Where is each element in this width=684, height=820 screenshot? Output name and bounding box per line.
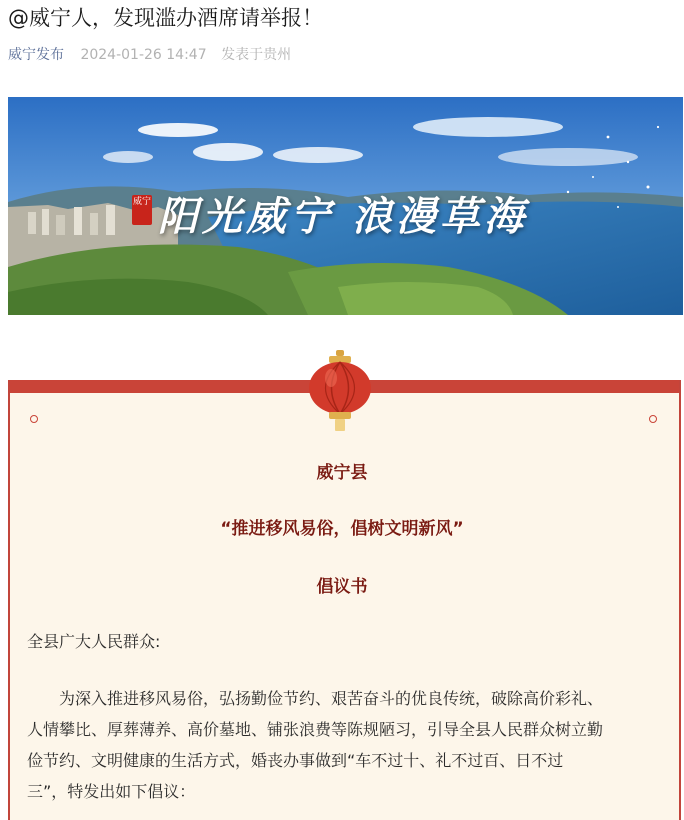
publish-time: 2024-01-26 14:47 — [80, 47, 207, 63]
notice-salutation: 全县广大人民群众: — [27, 632, 161, 651]
banner-image — [8, 97, 683, 315]
body-line: 俭节约、文明健康的生活方式，婚丧办事做到“车不过十、礼不过百、日不过 — [27, 751, 564, 770]
corner-ring-icon — [30, 415, 38, 423]
lantern-icon — [305, 350, 375, 432]
publish-location: 发表于贵州 — [221, 47, 292, 63]
body-line: 为深入推进移风易俗，弘扬勤俭节约、艰苦奋斗的优良传统，破除高价彩礼、 — [59, 689, 604, 708]
corner-ring-icon — [649, 415, 657, 423]
notice-county: 威宁县 — [316, 463, 368, 483]
notice-body — [27, 683, 667, 807]
account-name-link[interactable]: 威宁发布 — [8, 47, 64, 63]
body-line: 人情攀比、厚葬薄养、高价墓地、铺张浪费等陈规陋习，引导全县人民群众树立勤 — [27, 720, 604, 739]
article-meta — [8, 45, 291, 65]
banner-slogan: 阳光威宁 浪漫草海 — [158, 193, 528, 240]
notice-campaign-title: “推进移风易俗，倡树文明新风” — [220, 519, 464, 539]
article-title: @威宁人，发现滥办酒席请举报！ — [8, 6, 323, 30]
body-line: 三”，特发出如下倡议： — [27, 782, 196, 801]
county-seal: 威宁 — [132, 195, 152, 225]
notice-doc-type: 倡议书 — [316, 577, 368, 597]
